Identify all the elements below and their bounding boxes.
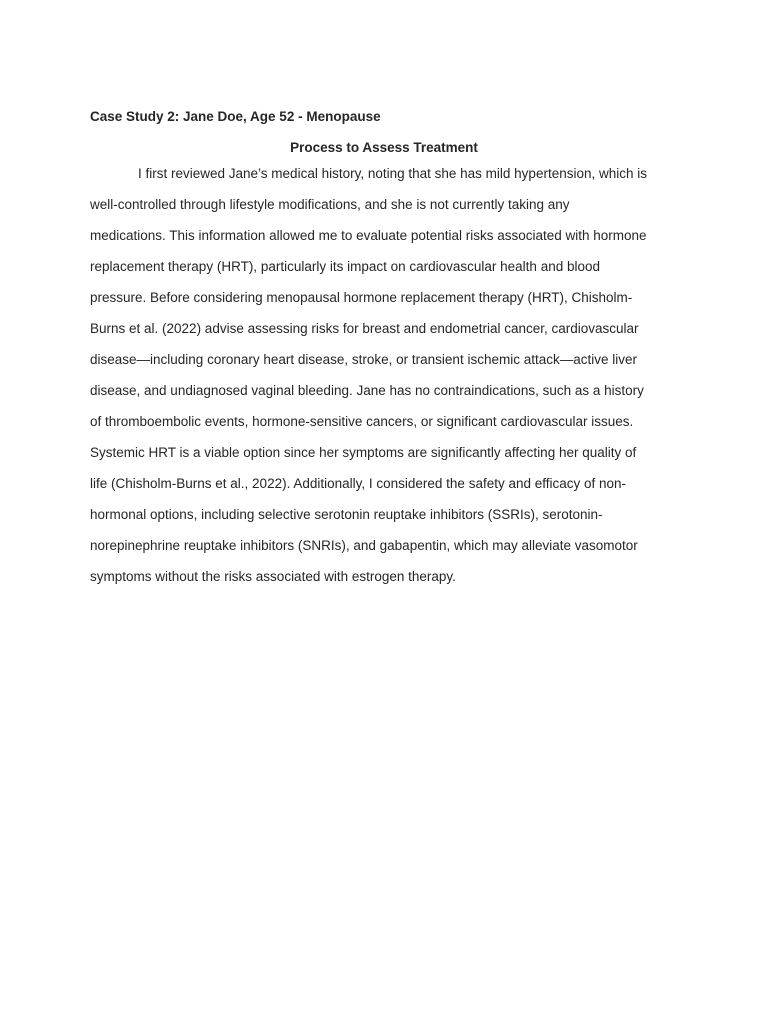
paragraph-line: Systemic HRT is a viable option since her symptoms are significantly affecting her quality of bbox=[90, 445, 637, 460]
paragraph-line: norepinephrine reuptake inhibitors (SNRIs), and gabapentin, which may alleviate vasomotor bbox=[90, 538, 638, 553]
paragraph-line: Burns et al. (2022) advise assessing risks for breast and endometrial cancer, cardiovascular bbox=[90, 321, 639, 336]
paragraph-line: disease—including coronary heart disease, stroke, or transient ischemic attack—active liver bbox=[90, 352, 637, 367]
paragraph-line: symptoms without the risks associated with estrogen therapy. bbox=[90, 569, 456, 584]
case-study-title: Case Study 2: Jane Doe, Age 52 - Menopause bbox=[90, 109, 381, 124]
document-content bbox=[90, 106, 678, 592]
paragraph-line: hormonal options, including selective serotonin reuptake inhibitors (SSRIs), serotonin- bbox=[90, 507, 603, 522]
paragraph-line: pressure. Before considering menopausal hormone replacement therapy (HRT), Chisholm- bbox=[90, 290, 633, 305]
paragraph-line: replacement therapy (HRT), particularly its impact on cardiovascular health and blood bbox=[90, 259, 600, 274]
paragraph-line: of thromboembolic events, hormone-sensitive cancers, or significant cardiovascular issues. bbox=[90, 414, 634, 429]
paragraph-line: I first reviewed Jane’s medical history, noting that she has mild hypertension, which is bbox=[138, 166, 647, 181]
section-heading: Process to Assess Treatment bbox=[290, 140, 478, 155]
body-paragraph bbox=[90, 158, 678, 592]
paragraph-line: well-controlled through lifestyle modifications, and she is not currently taking any bbox=[90, 197, 570, 212]
paragraph-line: medications. This information allowed me to evaluate potential risks associated with hormone bbox=[90, 228, 647, 243]
paragraph-line: life (Chisholm-Burns et al., 2022). Additionally, I considered the safety and efficacy of non- bbox=[90, 476, 627, 491]
paragraph-line: disease, and undiagnosed vaginal bleeding. Jane has no contraindications, such as a history bbox=[90, 383, 644, 398]
